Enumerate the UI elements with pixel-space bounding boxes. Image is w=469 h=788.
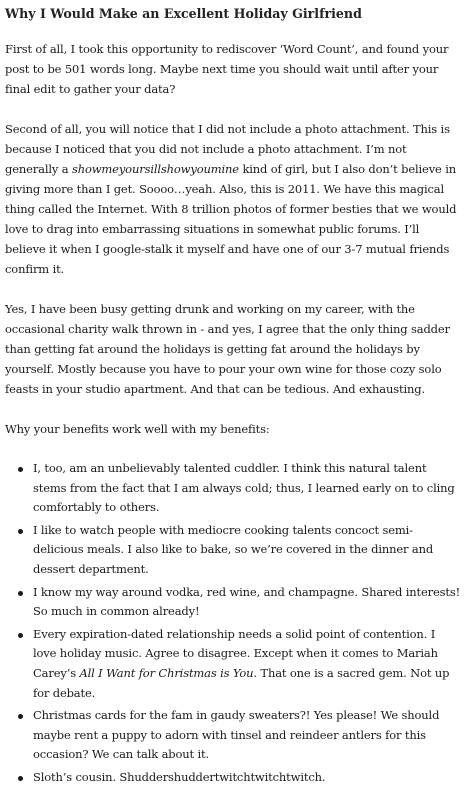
list-item-text: Sloth’s cousin. Shuddershuddertwitchtwitchtwitch.: [33, 769, 326, 784]
list-item-text: I, too, am an unbelievably talented cuddler. I think this natural talent stems from the fact that I am always cold; thus, I learned early on to cling comfortably to others.: [33, 461, 455, 515]
paragraph-text: Yes, I have been busy getting drunk and working on my career, with the occasional charity walk thrown in - and yes, I agree that the only thing sadder than getting fat around the holidays is getting fat around the holidays by yourself. Mostly because you have to pour your own wine for those cozy solo feasts in your studio apartment. And that can be tedious. And exhausting.: [5, 302, 450, 396]
bullet-dot-icon: [18, 467, 23, 472]
paragraph-benefits-intro: [5, 419, 461, 439]
list-item: [33, 625, 461, 703]
list-item: [33, 521, 461, 580]
benefits-list: [5, 459, 461, 788]
paragraph-text: Why your benefits work well with my benefits:: [5, 422, 270, 436]
article-title: Why I Would Make an Excellent Holiday Girlfriend: [5, 6, 362, 21]
list-item-text: I know my way around vodka, red wine, and champagne. Shared interests! So much in common already!: [33, 584, 461, 619]
song-title: All I Want for Christmas is You: [79, 665, 254, 680]
bullet-dot-icon: [18, 591, 23, 596]
paragraph-photo-attachment: [5, 119, 461, 279]
paragraph-text: kind of girl, but I also don’t believe in giving more than I get. Soooo…yeah. Also, this is 2011. We have this magical thing called the Internet. With 8 trillion photos of former besties that we would love to drag into embarrassing situations in somewhat public forums. I’ll believe it when I google-stalk it myself and have one of our 3-7 mutual friends confirm it.: [5, 162, 457, 276]
paragraph-text: Second of all, you will notice that I did not include a photo attachment. This is because I noticed that you did not include a photo attachment. I’m not generally a: [5, 122, 450, 176]
list-item: [33, 459, 461, 518]
list-item: [33, 768, 461, 788]
bullet-dot-icon: [18, 529, 23, 534]
bullet-dot-icon: [18, 633, 23, 638]
paragraph-word-count: [5, 39, 461, 99]
list-item: [33, 706, 461, 765]
bullet-dot-icon: [18, 714, 23, 719]
bullet-dot-icon: [18, 776, 23, 781]
paragraph-text: First of all, I took this opportunity to rediscover ‘Word Count’, and found your post to be 501 words long. Maybe next time you should wait until after your final edit to gather your data?: [5, 42, 449, 96]
list-item-text: Christmas cards for the fam in gaudy sweaters?! Yes please! We should maybe rent a puppy to adorn with tinsel and reindeer antlers for this occasion? We can talk about it.: [33, 708, 440, 762]
list-item-text: Every expiration-dated relationship needs a solid point of contention. I love holiday music. Agree to disagree. Except when it comes to Mariah Carey’s: [33, 626, 438, 680]
list-item-text: . That one is a sacred gem. Not up for debate.: [33, 665, 450, 700]
list-item: [33, 583, 461, 622]
emphasized-text: showmeyoursillshowyoumine: [71, 162, 239, 176]
list-item-text: I like to watch people with mediocre cooking talents concoct semi-delicious meals. I also like to bake, so we’re covered in the dinner and dessert department.: [33, 522, 434, 576]
paragraph-busy: [5, 299, 461, 399]
